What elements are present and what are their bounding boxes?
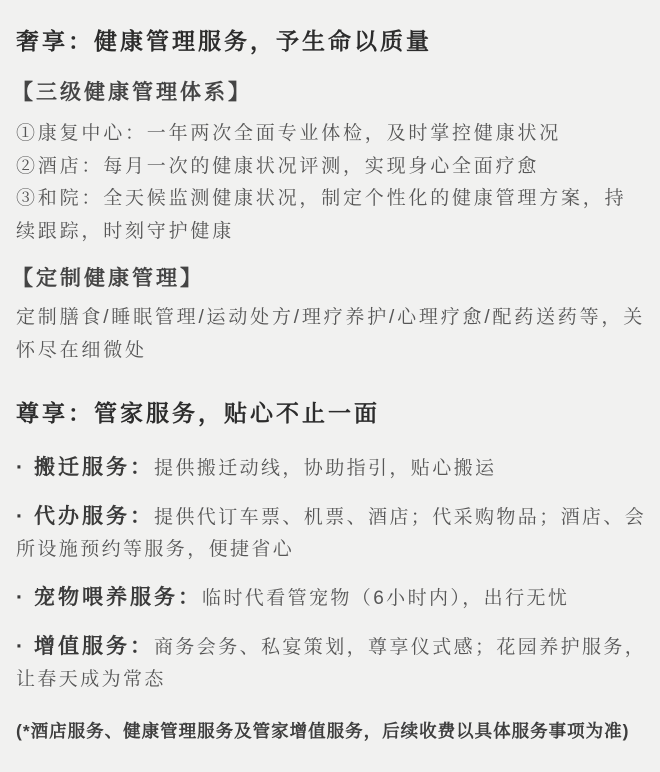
service-item-moving bbox=[16, 452, 648, 485]
service-desc: 临时代看管宠物（6小时内），出行无忧 bbox=[202, 588, 570, 609]
service-item-pet-care bbox=[16, 582, 648, 615]
service-label: 代办服务： bbox=[34, 505, 154, 528]
service-desc: 提供搬迁动线，协助指引，贴心搬运 bbox=[154, 458, 497, 479]
service-label: 宠物喂养服务： bbox=[34, 586, 202, 609]
bullet-marker-icon: · bbox=[16, 586, 23, 609]
butler-section-title: 尊享：管家服务，贴心不止一面 bbox=[16, 400, 380, 426]
bullet-marker-icon: · bbox=[16, 505, 23, 528]
pricing-footnote: (*酒店服务、健康管理服务及管家增值服务，后续收费以具体服务事项为准) bbox=[16, 721, 630, 741]
custom-care-header: 【定制健康管理】 bbox=[12, 267, 204, 290]
health-section-title: 奢享：健康管理服务，予生命以质量 bbox=[16, 28, 432, 54]
bullet-marker-icon: · bbox=[16, 456, 23, 479]
service-label: 搬迁服务： bbox=[34, 456, 154, 479]
tier-item-residence: ③和院：全天候监测健康状况，制定个性化的健康管理方案，持续跟踪，时刻守护健康 bbox=[16, 188, 627, 242]
service-item-value-added bbox=[16, 631, 648, 696]
service-item-errand bbox=[16, 501, 648, 566]
service-desc: 提供代订车票、机票、酒店；代采购物品；酒店、会所设施预约等服务，便捷省心 bbox=[16, 507, 647, 560]
service-desc: 商务会务、私宴策划，尊享仪式感；花园养护服务，让春天成为常态 bbox=[16, 637, 647, 690]
custom-care-body: 定制膳食/睡眠管理/运动处方/理疗养护/心理疗愈/配药送药等，关怀尽在细微处 bbox=[16, 307, 645, 361]
service-label: 增值服务： bbox=[34, 635, 154, 658]
bullet-marker-icon: · bbox=[16, 635, 23, 658]
tier-item-hotel: ②酒店：每月一次的健康状况评测，实现身心全面疗愈 bbox=[16, 155, 540, 177]
tier-item-rehab-center: ①康复中心：一年两次全面专业体检，及时掌控健康状况 bbox=[16, 123, 562, 144]
tier-system-header: 【三级健康管理体系】 bbox=[12, 81, 252, 104]
